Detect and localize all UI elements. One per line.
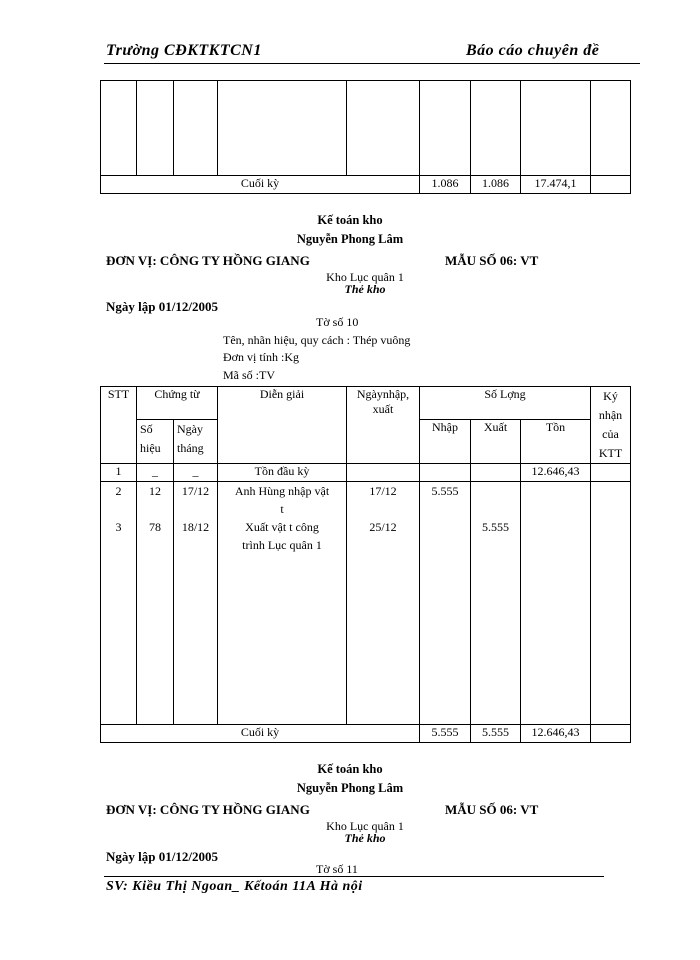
- header-rule: [104, 63, 640, 64]
- footer-rule: [104, 876, 604, 877]
- rows-ngay: [174, 482, 218, 725]
- row2-nn: 17/12: [369, 484, 397, 498]
- row2-dg: Anh Hùng nhập vật: [234, 484, 330, 498]
- col-ky-1: Ký: [603, 389, 618, 403]
- sheet-number: Tờ số 10: [316, 315, 359, 329]
- report-header: Báo cáo chuyên đề: [466, 42, 600, 59]
- col-so: Số: [140, 422, 153, 437]
- unit2-sheet: Tờ số 11: [316, 862, 358, 876]
- col-ky: [591, 387, 631, 464]
- unit2-date: Ngày lập 01/12/2005: [106, 849, 218, 864]
- top-total-ton: 17.474,1: [521, 176, 591, 194]
- row2-stt: 2: [115, 484, 122, 498]
- row1-so: _: [137, 464, 174, 482]
- rows-diengiai: [218, 482, 347, 725]
- sign1-title: Kế toán kho: [317, 213, 383, 227]
- row3-nn: 25/12: [369, 520, 397, 534]
- col-hieu: hiệu: [140, 441, 161, 456]
- col-sohieu: [137, 420, 174, 464]
- col-diengiai: Diễn giải: [218, 387, 347, 464]
- row3-dg2: trình Lục quân 1: [242, 538, 322, 552]
- unit2-warehouse: Kho Lục quân 1: [326, 819, 404, 833]
- rows-so: [137, 482, 174, 725]
- top-total-xuat: 1.086: [471, 176, 521, 194]
- top-stock-table: [100, 80, 631, 194]
- row1-ngay: _: [174, 464, 218, 482]
- row2-ngay: 17/12: [181, 484, 210, 498]
- rows-ngaynhap: [347, 482, 420, 725]
- top-total-label: Cuối kỳ: [101, 176, 420, 194]
- row3-so: 78: [149, 520, 161, 534]
- col-ngaynhap-line1: Ngàynhập,: [356, 387, 410, 401]
- col-ky-3: của: [602, 427, 619, 441]
- col-ngaynhap-line2: xuất: [372, 402, 394, 416]
- col-ton: Tồn: [521, 420, 591, 464]
- col-ky-2: nhận: [598, 408, 623, 422]
- row2-nhap: 5.555: [431, 484, 459, 498]
- sign2-title: Kế toán kho: [317, 762, 383, 776]
- unit1-date: Ngày lập 01/12/2005: [106, 299, 218, 314]
- stock-card-table: [100, 386, 631, 743]
- col-ky-4: KTT: [598, 446, 623, 460]
- row2-dg2: t: [280, 502, 284, 516]
- footer-author: SV: Kiều Thị Ngoan_ Kếtoán 11A Hà nội: [106, 879, 363, 894]
- unit1-title: Thẻ kho: [344, 282, 386, 296]
- unit1-name: ĐƠN VỊ: CÔNG TY HỒNG GIANG: [106, 253, 310, 268]
- unit-of-measure: Đơn vị tính :Kg: [223, 350, 300, 364]
- col-ngaynhap: [347, 387, 420, 464]
- school-header: Trường CĐKTKTCN1: [106, 42, 262, 59]
- item-code: Mã số :TV: [223, 368, 275, 382]
- row3-dg: Xuất vật t công: [245, 520, 319, 534]
- col-chungtu: Chứng từ: [137, 387, 218, 420]
- unit2-form: MẪU SỐ 06: VT: [445, 802, 539, 817]
- row2-so: 12: [149, 484, 161, 498]
- unit2-name: ĐƠN VỊ: CÔNG TY HỒNG GIANG: [106, 802, 310, 817]
- item-name: Tên, nhãn hiệu, quy cách : Thép vuông: [223, 333, 411, 347]
- row3-ngay: 18/12: [181, 520, 210, 534]
- sign1-name: Nguyễn Phong Lâm: [296, 232, 404, 246]
- row3-stt: 3: [115, 520, 122, 534]
- unit1-form: MẪU SỐ 06: VT: [445, 253, 539, 268]
- unit2-title: Thẻ kho: [344, 831, 386, 845]
- unit1-warehouse: Kho Lục quân 1: [326, 270, 404, 284]
- rows-xuat: [471, 482, 521, 725]
- col-stt: STT: [101, 387, 137, 464]
- col-xuat: Xuất: [471, 420, 521, 464]
- row1-diengiai: Tồn đầu kỳ: [218, 464, 347, 482]
- sign2-name: Nguyễn Phong Lâm: [296, 781, 404, 795]
- rows-nhap: [420, 482, 471, 725]
- col-ngaythang: [174, 420, 218, 464]
- total-xuat: 5.555: [471, 725, 521, 743]
- row1-ton: 12.646,43: [521, 464, 591, 482]
- top-total-nhap: 1.086: [420, 176, 471, 194]
- total-ton: 12.646,43: [521, 725, 591, 743]
- col-ngay: Ngày: [177, 422, 203, 437]
- row3-xuat: 5.555: [482, 520, 509, 534]
- col-thang: tháng: [177, 441, 204, 456]
- total-nhap: 5.555: [420, 725, 471, 743]
- rows-stt: [101, 482, 137, 725]
- total-label: Cuối kỳ: [101, 725, 420, 743]
- row1-stt: 1: [101, 464, 137, 482]
- col-nhap: Nhập: [420, 420, 471, 464]
- col-soluong: Số Lợng: [420, 387, 591, 420]
